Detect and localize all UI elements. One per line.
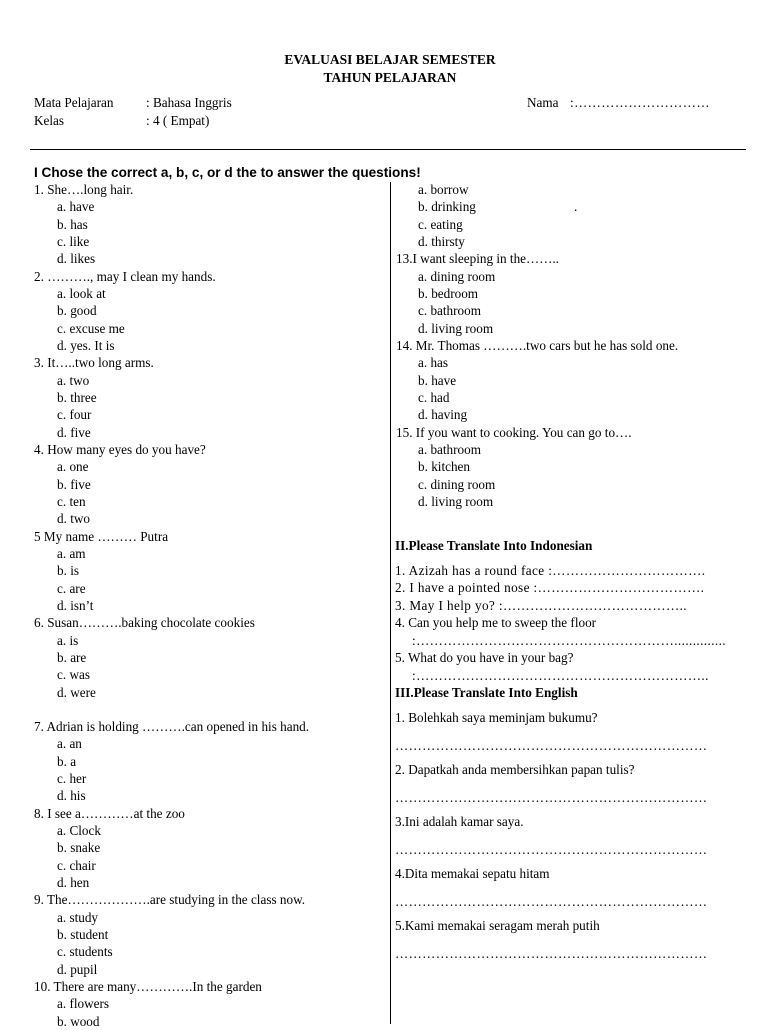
answer-option: d. thirsty (418, 233, 465, 249)
exam-title: EVALUASI BELAJAR SEMESTER (284, 52, 496, 67)
answer-option: a. study (57, 909, 99, 925)
answer-option: a. two (57, 372, 90, 388)
answer-option: b. snake (57, 840, 101, 856)
answer-option: d. his (57, 788, 86, 804)
question-text: 15. If you want to cooking. You can go to…. (396, 424, 632, 440)
question-text: 10. There are many………….In the garden (34, 978, 262, 994)
section-3-item: 1. Bolehkah saya meminjam bukumu? (395, 710, 598, 725)
answer-option: d. hen (57, 874, 90, 890)
class-label: Kelas (34, 113, 65, 128)
question-text: 5 My name ……… Putra (34, 528, 169, 544)
answer-option: d. two (57, 511, 90, 527)
answer-option: b. wood (57, 1013, 100, 1029)
section-2-answer-line: :………………………………………………….............. (412, 633, 726, 648)
answer-option: d. yes. It is (57, 337, 115, 353)
header-divider (30, 149, 746, 150)
answer-option: b. kitchen (418, 459, 471, 475)
answer-option: b. a (57, 753, 77, 769)
answer-option: a. is (57, 632, 79, 648)
question-text: 9. The……………….are studying in the class now. (34, 892, 306, 908)
section-3-answer-line: …………………………………………………………… (395, 738, 708, 753)
answer-option: a. one (57, 459, 89, 475)
section-3-item: 2. Dapatkah anda membersihkan papan tulis? (395, 762, 635, 777)
answer-option: d. isn’t (57, 597, 94, 613)
section-3-answer-line: …………………………………………………………… (395, 790, 708, 805)
answer-option: a. Clock (57, 822, 101, 838)
answer-option: c. like (57, 233, 90, 249)
question-text: 1. She….long hair. (34, 182, 134, 197)
answer-option: b. have (418, 372, 457, 388)
section-2-item: 3. May I help yo? :………………………………….. (395, 598, 687, 613)
answer-option: b. student (57, 926, 109, 942)
section-3-item: 4.Dita memakai sepatu hitam (395, 866, 550, 881)
question-text: 14. Mr. Thomas ……….two cars but he has sold one. (396, 337, 679, 353)
answer-option: d. having (418, 407, 468, 423)
answer-option: a. an (57, 736, 82, 752)
answer-option: b. five (57, 476, 91, 492)
section-2-item: 2. I have a pointed nose :………………………………. (395, 580, 705, 595)
answer-option: c. dining room (418, 476, 496, 492)
question-text: 3. It…..two long arms. (34, 355, 154, 371)
answer-option: d. living room (418, 320, 494, 336)
answer-option: b. has (57, 216, 88, 232)
class-value: : 4 ( Empat) (146, 113, 210, 128)
subject-value: : Bahasa Inggris (146, 95, 232, 110)
answer-option: a. bathroom (418, 441, 481, 457)
section-3-item: 3.Ini adalah kamar saya. (395, 814, 524, 829)
answer-option: d. five (57, 424, 91, 440)
answer-option: b. are (57, 649, 87, 665)
question-text: 8. I see a…………at the zoo (34, 805, 185, 821)
answer-option: a. borrow (418, 182, 469, 197)
name-label: Nama (527, 95, 559, 110)
section-3-answer-line: …………………………………………………………… (395, 894, 708, 909)
answer-option: c. bathroom (418, 303, 481, 319)
question-text: 2. ………., may I clean my hands. (34, 268, 216, 284)
answer-option: c. eating (418, 216, 463, 232)
answer-option: c. students (57, 944, 113, 960)
question-text: 6. Susan……….baking chocolate cookies (34, 615, 255, 631)
answer-option: c. was (57, 667, 90, 683)
answer-option: c. her (57, 770, 87, 786)
answer-option: c. chair (57, 857, 96, 873)
column-divider (390, 182, 391, 1024)
name-field: :………………………… (570, 95, 710, 110)
answer-option: c. four (57, 407, 92, 423)
answer-option: d. pupil (57, 961, 98, 977)
answer-option: a. have (57, 199, 95, 215)
answer-option: d. living room (418, 493, 494, 509)
answer-option: b. good (57, 303, 97, 319)
question-text: 4. How many eyes do you have? (34, 441, 206, 457)
answer-option: b. drinking (418, 199, 476, 215)
section-1-title: I Chose the correct a, b, c, or d the to answer the questions! (34, 165, 421, 180)
answer-option: a. dining room (418, 268, 496, 284)
section-2-title: II.Please Translate Into Indonesian (395, 538, 593, 553)
answer-option: c. had (418, 389, 450, 405)
exam-year-title: TAHUN PELAJARAN (323, 70, 457, 85)
answer-option: b. bedroom (418, 285, 479, 301)
answer-option: c. are (57, 580, 86, 596)
answer-option: a. am (57, 545, 86, 561)
section-3-item: 5.Kami memakai seragam merah putih (395, 918, 600, 933)
answer-option: c. ten (57, 493, 86, 509)
answer-option: d. likes (57, 251, 96, 267)
answer-option: c. excuse me (57, 320, 125, 336)
stray-mark: . (574, 199, 578, 214)
section-3-title: III.Please Translate Into English (395, 685, 578, 700)
answer-option: a. flowers (57, 996, 109, 1012)
section-2-item: 5. What do you have in your bag? (395, 650, 574, 665)
answer-option: d. were (57, 684, 96, 700)
answer-option: a. has (418, 355, 449, 371)
answer-option: b. three (57, 389, 97, 405)
section-3-answer-line: …………………………………………………………… (395, 842, 708, 857)
answer-option: a. look at (57, 285, 106, 301)
section-2-answer-line: :……………………………………………………….. (412, 668, 709, 683)
section-2-item: 1. Azizah has a round face :……………………………. (395, 563, 706, 578)
answer-option: b. is (57, 563, 79, 579)
section-3-answer-line: …………………………………………………………… (395, 946, 708, 961)
question-text: 13.I want sleeping in the…….. (396, 251, 559, 267)
section-2-item: 4. Can you help me to sweep the floor (395, 615, 597, 630)
subject-label: Mata Pelajaran (34, 95, 114, 110)
question-text: 7. Adrian is holding ……….can opened in his hand. (34, 718, 310, 734)
